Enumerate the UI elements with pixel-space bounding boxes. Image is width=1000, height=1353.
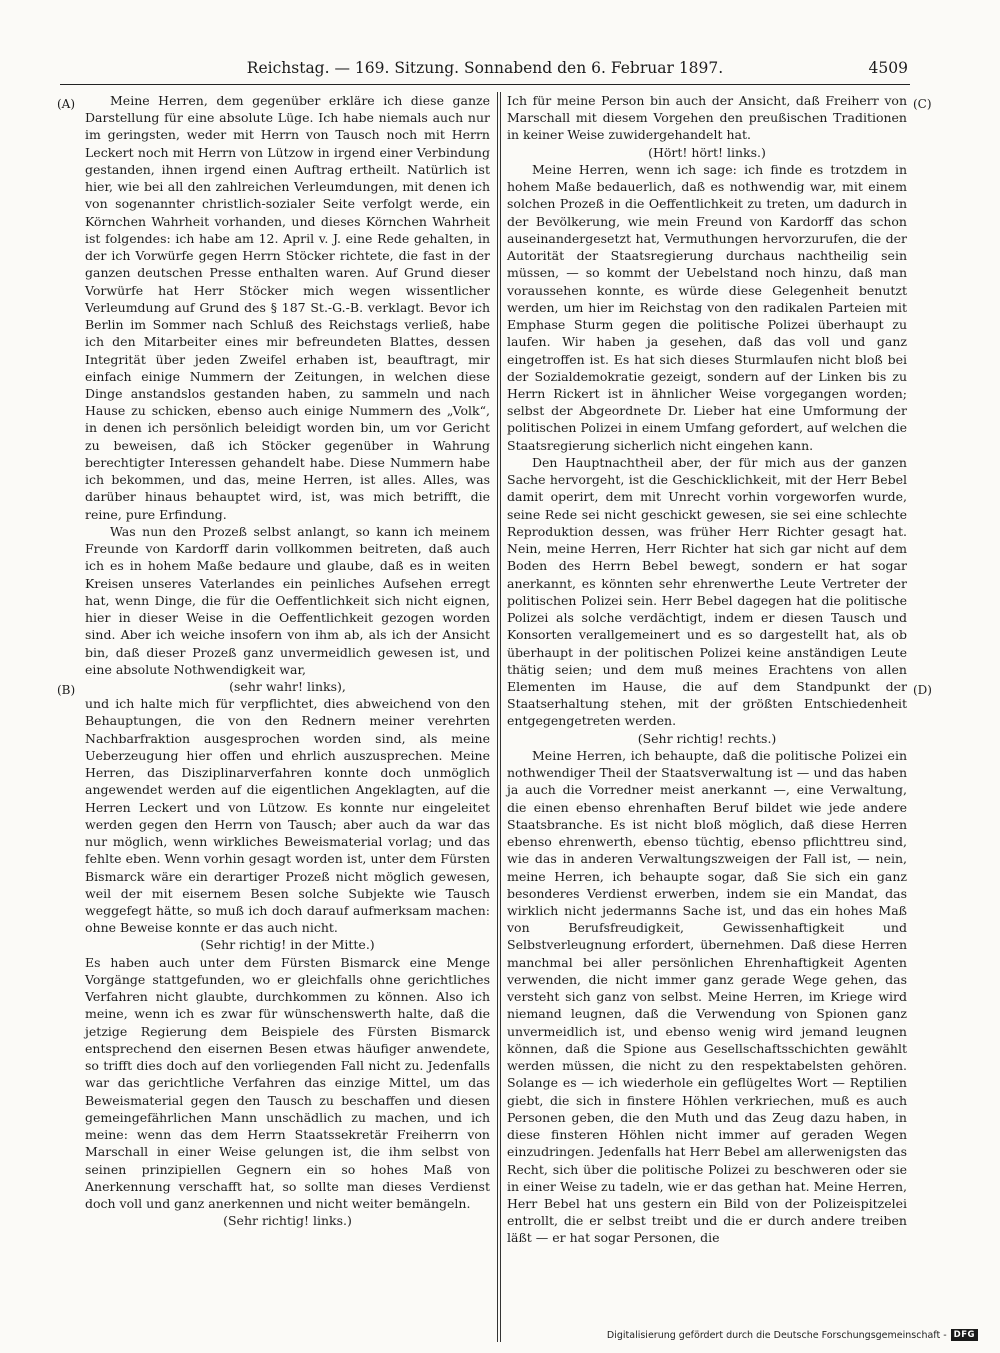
paragraph: Ich für meine Person bin auch der Ansicht, daß Freiherr von Marschall mit diesem Vorgehen den preußischen Traditionen in keiner Weise zuwidergehandelt hat. xyxy=(507,93,907,143)
interjection: (Sehr richtig! in der Mitte.) xyxy=(200,937,375,953)
page-number: 4509 xyxy=(868,59,908,77)
margin-marker-b: (B) xyxy=(57,683,76,697)
column-divider xyxy=(497,92,498,1342)
paragraph: und ich halte mich für verpflichtet, dies abweichend von den Behauptungen, die von den Rednern meiner verehrten Nachbarfraktion ausgesprochen worden sind, als meine Ueberzeugung hier offen und ehrlich auszusprechen. Meine Herren, das Disziplinarverfahren konnte doch unmöglich angewendet werden auf die eigentlichen Angeklagten, auf die Herren Leckert und von Lützow. Es konnte nur eingeleitet werden gegen den Herrn von Tausch; aber auch da war das nur möglich, wenn wirkliches Beweismaterial vorlag; und das fehlte eben. Wenn vorhin gesagt worden ist, unter dem Fürsten Bismarck wäre ein derartiger Prozeß nicht möglich gewesen, weil der mit eisernem Besen solche Subjekte wie Tausch weggefegt hätte, so muß ich doch darauf aufmerksam machen: ohne Beweise konnte er das auch nicht. xyxy=(85,696,490,936)
digitization-footer xyxy=(607,1329,978,1341)
margin-marker-a: (A) xyxy=(57,97,76,111)
paragraph: Den Hauptnachtheil aber, der für mich aus der ganzen Sache hervorgeht, ist die Geschicklichkeit, mit der Herr Bebel damit operirt, dem mit Unrecht vorhin vorgeworfen wurde, seine Rede sei nicht geschickt gewesen, sie sei eine schlechte Reproduktion dessen, was früher Herr Richter gesagt hat. Nein, meine Herren, Herr Richter hat sich gar nicht auf dem Boden des Herrn Bebel bewegt, sondern er hat sogar anerkannt, es könnten sehr ehrenwerthe Leute Vertreter der politischen Polizei sein. Herr Bebel dagegen hat die politische Polizei als solche verdächtigt, indem er diesen Tausch und Konsorten verallgemeinert und es so dargestellt hat, als ob überhaupt in der politischen Polizei keine anständigen Leute thätig seien; und dem muß meines Erachtens von allen Elementen im Hause, die auf dem Standpunkt der Staatserhaltung stehen, mit der größten Entschiedenheit entgegengetreten werden. xyxy=(507,454,907,729)
column-divider xyxy=(500,92,501,1342)
interjection: (sehr wahr! links), xyxy=(229,678,346,694)
page-header xyxy=(60,57,910,81)
header-rule xyxy=(60,84,910,85)
dfg-logo-icon: DFG xyxy=(951,1329,978,1341)
paragraph: Meine Herren, dem gegenüber erkläre ich diese ganze Darstellung für eine absolute Lüge. Ich habe niemals auch nur im geringsten, weder mit Herrn von Tausch noch mit Herrn Leckert noch mit Herrn von Lützow in irgend einer Verbindung gestanden, ihnen irgend einen Auftrag ertheilt. Natürlich ist hier, wie bei all den zahlreichen Verleumdungen, mit denen ich von sogenannter christlich-sozialer Seite verfolgt werde, ein Körnchen Wahrheit vorhanden, und dieses Körnchen Wahrheit ist folgendes: ich habe am 12. April v. J. eine Rede gehalten, in der ich Vorwürfe gegen Herrn Stöcker richtete, die fast in der ganzen deutschen Presse enthalten waren. Auf Grund dieser Vorwürfe hat Herr Stöcker mich wegen wissentlicher Verleumdung auf Grund des § 187 St.-G.-B. verklagt. Bevor ich Berlin im Sommer nach Schluß des Reichstags verließ, habe ich den Mitarbeiter eines mir befreundeten Blattes, dessen Integrität über jeden Zweifel erhaben ist, beauftragt, mir einfach einige Nummern der Zeitungen, in welchen diese Dinge anstandslos gestanden haben, zu sammeln und nach Hause zu schicken, ebenso auch einige Nummern des „Volk“, in denen ich persönlich beleidigt worden bin, um vor Gericht zu beweisen, daß ich Stöcker gegenüber in Wahrung berechtigter Interessen gehandelt habe. Diese Nummern habe ich bekommen, und das, meine Herren, ist alles. Alles, was darüber hinaus behauptet wird, ist, was mich betrifft, die reine, pure Erfindung. xyxy=(85,93,490,522)
left-column xyxy=(85,92,490,1229)
interjection: (Sehr richtig! links.) xyxy=(223,1213,352,1229)
right-column xyxy=(507,92,907,1247)
paragraph: Was nun den Prozeß selbst anlangt, so kann ich meinem Freunde von Kardorff darin vollkommen beitreten, daß auch ich es in hohem Maße bedaure und glaube, daß es in weiten Kreisen unseres Vaterlandes ein peinliches Aufsehen erregt hat, wenn Dinge, die für die Oeffentlichkeit sich nicht eignen, hier in dieser Weise in die Oeffentlichkeit gezogen worden sind. Aber ich weiche insofern von ihm ab, als ich der Ansicht bin, daß dieser Prozeß ganz unvermeidlich gewesen ist, und eine absolute Nothwendigkeit war, xyxy=(85,523,490,677)
margin-marker-d: (D) xyxy=(913,683,932,697)
interjection: (Sehr richtig! rechts.) xyxy=(637,730,777,746)
margin-marker-c: (C) xyxy=(913,97,932,111)
interjection: (Hört! hört! links.) xyxy=(648,144,766,160)
footer-text: Digitalisierung gefördert durch die Deutsche Forschungsgemeinschaft - xyxy=(606,1329,947,1341)
paragraph: Meine Herren, ich behaupte, daß die politische Polizei ein nothwendiger Theil der Staatsverwaltung ist — und das haben ja auch die Vorredner meist anerkannt —, eine Verwaltung, die einen ebenso ehrenhaften Beruf bildet wie jede andere Staatsbranche. Es ist nicht bloß möglich, daß diese Herren ebenso ehrenwerth, ebenso tüchtig, ebenso pflichttreu sind, wie das in anderen Verwaltungszweigen der Fall ist, — nein, meine Herren, ich behaupte sogar, daß Sie sich ein ganz besonderes Verdienst erwerben, indem sie ein Mandat, das wirklich nicht jedermanns Sache ist, und das ein hohes Maß von Berufsfreudigkeit, Gewissenhaftigkeit und Selbstverleugnung erfordert, übernehmen. Daß diese Herren manchmal bei aller persönlichen Ehrenhaftigkeit Agenten verwenden, die nicht immer ganz gerade Wege gehen, das versteht sich ganz von selbst. Meine Herren, im Kriege wird niemand leugnen, daß die Verwendung von Spionen ganz unvermeidlich ist, und ebenso wenig wird jemand leugnen können, daß die Spione aus Gesellschaftsschichten gewählt werden müssen, die nicht zu den respektabelsten gehören. Solange es — ich wiederhole ein geflügeltes Wort — Reptilien giebt, die sich in finstere Höhlen verkriechen, muß es auch Personen geben, die den Muth und das Zeug dazu haben, in diese finsteren Höhlen nicht immer auf geraden Wegen einzudringen. Jedenfalls hat Herr Bebel am allerwenigsten das Recht, sich über die politische Polizei zu beschweren oder sie in einer Weise zu tadeln, wie er das gethan hat. Meine Herren, Herr Bebel hat uns gestern ein Bild von der Polizeispitzelei entrollt, die er selbst treibt und die er durch andere treiben läßt — er hat sogar Personen, die xyxy=(507,747,907,1246)
paragraph: Meine Herren, wenn ich sage: ich finde es trotzdem in hohem Maße bedauerlich, daß es nothwendig war, mit einem solchen Prozeß in die Oeffentlichkeit zu treten, um dadurch in der Bevölkerung, wie mein Freund von Kardorff das schon auseinandergesetzt hat, Vermuthungen hervorzurufen, die der Autorität der Staatsregierung durchaus nachtheilig sein müssen, — so kommt der Uebelstand noch hinzu, daß man voraussehen konnte, es würde diese Gelegenheit benutzt werden, um hier im Reichstag von den radikalen Parteien mit Emphase Sturm gegen die politische Polizei überhaupt zu laufen. Wir haben ja gesehen, daß das voll und ganz eingetroffen ist. Es hat sich dieses Sturmlaufen nicht bloß bei der Sozialdemokratie gezeigt, sondern auf der Linken bis zu Herrn Rickert ist in ähnlicher Weise vorgegangen worden; selbst der Abgeordnete Dr. Lieber hat eine Umformung der politischen Polizei in einem Umfang gefordert, auf welchen die Staatsregierung sicherlich nicht eingehen kann. xyxy=(507,161,907,453)
running-title: Reichstag. — 169. Sitzung. Sonnabend den 6. Februar 1897. xyxy=(246,59,724,77)
paragraph: Es haben auch unter dem Fürsten Bismarck eine Menge Vorgänge stattgefunden, wo er gleichfalls ohne gerichtliches Verfahren nicht glaubte, durchkommen zu können. Also ich meine, wenn ich es zwar für wünschenswerth halte, daß die jetzige Regierung dem Beispiele des Fürsten Bismarck entsprechend den eisernen Besen etwas häufiger anwendete, so trifft dies doch auf den vorliegenden Fall nicht zu. Jedenfalls war das gerichtliche Verfahren das einzige Mittel, um das Beweismaterial gegen den Tausch zu beschaffen und diesen gemeingefährlichen Mann unschädlich zu machen, und ich meine: wenn das dem Herrn Staatssekretär Freiherrn von Marschall in einer Weise gelungen ist, die ihm selbst von seinen prinzipiellen Gegnern ein so hohes Maß von Anerkennung verschafft hat, so sollte man dieses Verdienst doch voll und ganz anerkennen und nicht weiter bemängeln. xyxy=(85,954,490,1211)
